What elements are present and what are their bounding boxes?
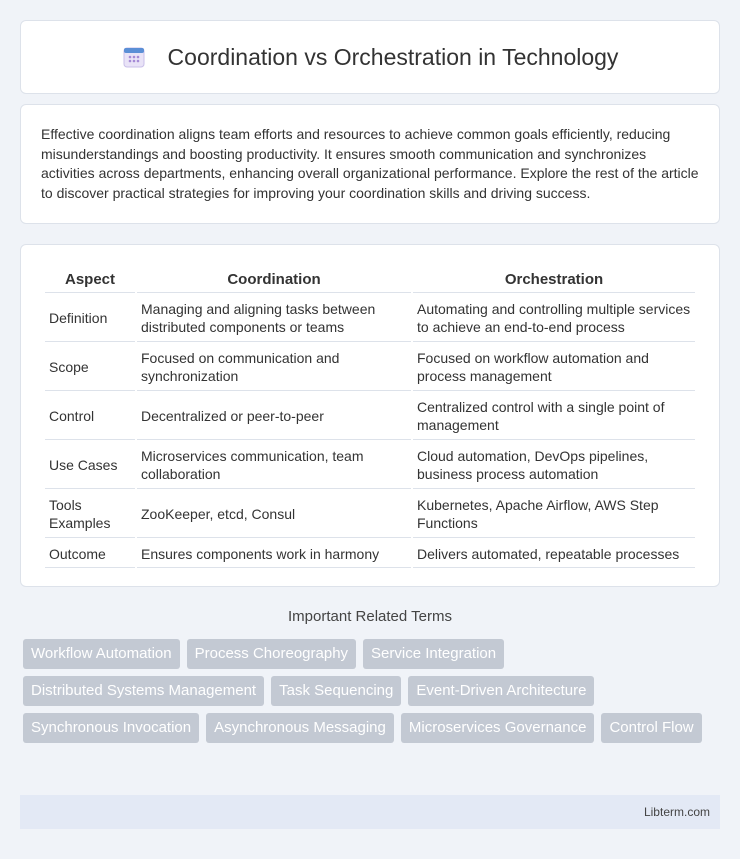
table-row [45,295,695,342]
table-header-row [45,267,695,293]
cell-coordination: Focused on communication and synchronization [137,344,411,391]
cell-aspect: Definition [45,295,135,342]
table-row [45,442,695,489]
cell-orchestration: Centralized control with a single point of management [413,393,695,440]
cell-aspect: Outcome [45,540,135,568]
related-terms-list [20,639,720,743]
cell-orchestration: Automating and controlling multiple services to achieve an end-to-end process [413,295,695,342]
cell-aspect: Tools Examples [45,491,135,538]
cell-coordination: Decentralized or peer-to-peer [137,393,411,440]
cell-aspect: Use Cases [45,442,135,489]
related-terms-title: Important Related Terms [288,608,452,625]
footer-site-link[interactable]: Libterm.com [643,805,710,819]
intro-text: Effective coordination aligns team efforts and resources to achieve common goals efficiently, reducing misunderstandings and boosting productivity. It ensures smooth communication and synchronizes activities across departments, enhancing overall organizational performance. Explore the rest of the article to discover practical strategies for improving your coordination skills and driving success. [41,126,699,201]
header-aspect: Aspect [45,267,135,293]
related-term-tag[interactable]: Microservices Governance [401,713,595,743]
cell-aspect: Control [45,393,135,440]
related-term-tag[interactable]: Task Sequencing [271,676,401,706]
cell-coordination: Ensures components work in harmony [137,540,411,568]
cell-orchestration: Delivers automated, repeatable processes [413,540,695,568]
related-term-tag[interactable]: Event-Driven Architecture [408,676,594,706]
related-terms-section [20,608,720,743]
calendar-icon [122,45,146,69]
cell-coordination: Microservices communication, team collaboration [137,442,411,489]
header-orchestration: Orchestration [413,267,695,293]
cell-orchestration: Focused on workflow automation and process management [413,344,695,391]
cell-orchestration: Kubernetes, Apache Airflow, AWS Step Functions [413,491,695,538]
page-header [20,20,720,94]
cell-coordination: Managing and aligning tasks between distributed components or teams [137,295,411,342]
related-term-tag[interactable]: Asynchronous Messaging [206,713,394,743]
comparison-section [20,244,720,587]
header-coordination: Coordination [137,267,411,293]
related-term-tag[interactable]: Distributed Systems Management [23,676,264,706]
related-term-tag[interactable]: Process Choreography [187,639,356,669]
intro-section [20,104,720,224]
cell-orchestration: Cloud automation, DevOps pipelines, business process automation [413,442,695,489]
comparison-table [43,265,697,570]
related-term-tag[interactable]: Workflow Automation [23,639,180,669]
page-title: Coordination vs Orchestration in Technology [167,43,619,70]
related-term-tag[interactable]: Synchronous Invocation [23,713,199,743]
table-row [45,491,695,538]
page-footer [20,795,720,829]
table-row [45,393,695,440]
cell-coordination: ZooKeeper, etcd, Consul [137,491,411,538]
table-row [45,344,695,391]
related-term-tag[interactable]: Service Integration [363,639,504,669]
table-row [45,540,695,568]
cell-aspect: Scope [45,344,135,391]
related-term-tag[interactable]: Control Flow [601,713,701,743]
